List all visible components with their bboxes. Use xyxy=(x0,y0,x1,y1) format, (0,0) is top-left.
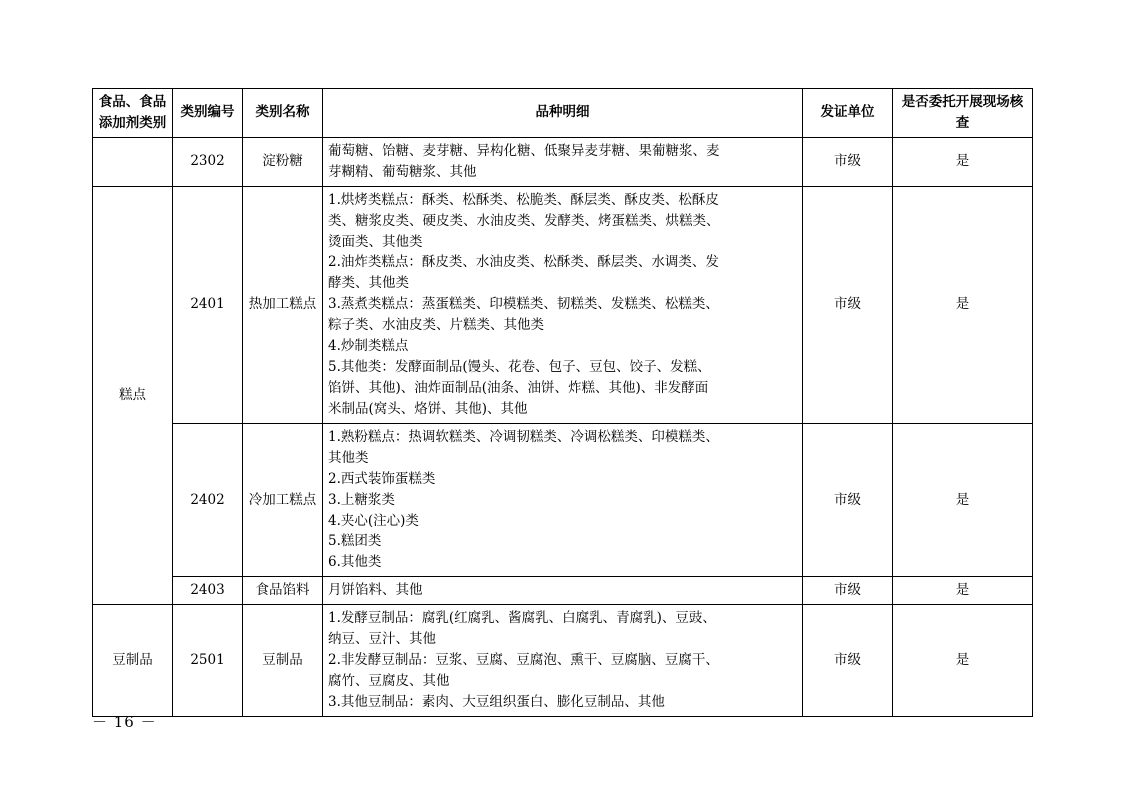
table-row xyxy=(93,186,1033,423)
cell-details xyxy=(323,577,803,605)
table-body xyxy=(93,137,1033,716)
detail-line: 其他类 xyxy=(328,449,369,466)
cell-details xyxy=(323,605,803,717)
cell-issuer: 市级 xyxy=(803,605,893,717)
detail-line: 1.发酵豆制品：腐乳(红腐乳、酱腐乳、白腐乳、青腐乳)、豆豉、 xyxy=(328,610,716,627)
cell-issuer: 市级 xyxy=(803,186,893,423)
detail-line: 4.炒制类糕点 xyxy=(328,338,409,355)
cell-category: 糕点 xyxy=(93,186,173,605)
detail-line: 酵类、其他类 xyxy=(328,275,409,292)
detail-line: 月饼馅料、其他 xyxy=(328,582,423,599)
cell-name: 食品馅料 xyxy=(243,577,323,605)
detail-line: 3.其他豆制品：素肉、大豆组织蛋白、膨化豆制品、其他 xyxy=(328,693,665,710)
cell-onsite: 是 xyxy=(893,577,1033,605)
cell-onsite: 是 xyxy=(893,137,1033,186)
detail-line: 米制品(窝头、烙饼、其他)、其他 xyxy=(328,400,528,417)
detail-line: 1.烘烤类糕点：酥类、松酥类、松脆类、酥层类、酥皮类、松酥皮 xyxy=(328,191,719,208)
detail-line: 葡萄糖、饴糖、麦芽糖、异构化糖、低聚异麦芽糖、果葡糖浆、麦 xyxy=(328,142,720,159)
detail-line: 2.非发酵豆制品：豆浆、豆腐、豆腐泡、熏干、豆腐脑、豆腐干、 xyxy=(328,652,719,669)
cell-name: 冷加工糕点 xyxy=(243,423,323,576)
table-header xyxy=(93,89,1033,138)
column-header-code: 类别编号 xyxy=(173,89,243,138)
cell-category: 豆制品 xyxy=(93,605,173,717)
cell-onsite: 是 xyxy=(893,605,1033,717)
table-row xyxy=(93,605,1033,717)
cell-code: 2402 xyxy=(173,423,243,576)
cell-issuer: 市级 xyxy=(803,137,893,186)
column-header-name: 类别名称 xyxy=(243,89,323,138)
detail-line: 馅饼、其他)、油炸面制品(油条、油饼、炸糕、其他)、非发酵面 xyxy=(328,379,709,396)
cell-code: 2403 xyxy=(173,577,243,605)
detail-line: 6.其他类 xyxy=(328,554,382,571)
cell-issuer: 市级 xyxy=(803,577,893,605)
detail-line: 腐竹、豆腐皮、其他 xyxy=(328,672,450,689)
cell-name: 热加工糕点 xyxy=(243,186,323,423)
detail-line: 2.西式装饰蛋糕类 xyxy=(328,470,436,487)
page-number: － 16 － xyxy=(92,713,157,731)
cell-onsite: 是 xyxy=(893,423,1033,576)
food-category-table xyxy=(92,88,1033,717)
detail-line: 5.糕团类 xyxy=(328,533,382,550)
cell-details xyxy=(323,186,803,423)
detail-line: 4.夹心(注心)类 xyxy=(328,512,419,529)
detail-line: 5.其他类：发酵面制品(馒头、花卷、包子、豆包、饺子、发糕、 xyxy=(328,359,711,376)
table-row xyxy=(93,423,1033,576)
detail-line: 3.上糖浆类 xyxy=(328,491,395,508)
detail-line: 芽糊精、葡萄糖浆、其他 xyxy=(328,163,477,180)
cell-code: 2401 xyxy=(173,186,243,423)
detail-line: 2.油炸类糕点：酥皮类、水油皮类、松酥类、酥层类、水调类、发 xyxy=(328,254,719,271)
detail-line: 3.蒸煮类糕点：蒸蛋糕类、印模糕类、韧糕类、发糕类、松糕类、 xyxy=(328,296,719,313)
table-row xyxy=(93,577,1033,605)
cell-onsite: 是 xyxy=(893,186,1033,423)
cell-code: 2501 xyxy=(173,605,243,717)
column-header-onsite: 是否委托开展现场核查 xyxy=(893,89,1033,138)
column-header-issuer: 发证单位 xyxy=(803,89,893,138)
detail-line: 1.熟粉糕点：热调软糕类、冷调韧糕类、冷调松糕类、印模糕类、 xyxy=(328,428,719,445)
column-header-details: 品种明细 xyxy=(323,89,803,138)
detail-line: 粽子类、水油皮类、片糕类、其他类 xyxy=(328,317,544,334)
cell-name: 淀粉糖 xyxy=(243,137,323,186)
detail-line: 纳豆、豆汁、其他 xyxy=(328,631,436,648)
cell-details xyxy=(323,423,803,576)
detail-line: 烫面类、其他类 xyxy=(328,233,423,250)
cell-details xyxy=(323,137,803,186)
cell-code: 2302 xyxy=(173,137,243,186)
cell-category xyxy=(93,137,173,186)
table-row xyxy=(93,137,1033,186)
detail-line: 类、糖浆皮类、硬皮类、水油皮类、发酵类、烤蛋糕类、烘糕类、 xyxy=(328,212,720,229)
table-header-row xyxy=(93,89,1033,138)
cell-issuer: 市级 xyxy=(803,423,893,576)
column-header-category: 食品、食品添加剂类别 xyxy=(93,89,173,138)
cell-name: 豆制品 xyxy=(243,605,323,717)
